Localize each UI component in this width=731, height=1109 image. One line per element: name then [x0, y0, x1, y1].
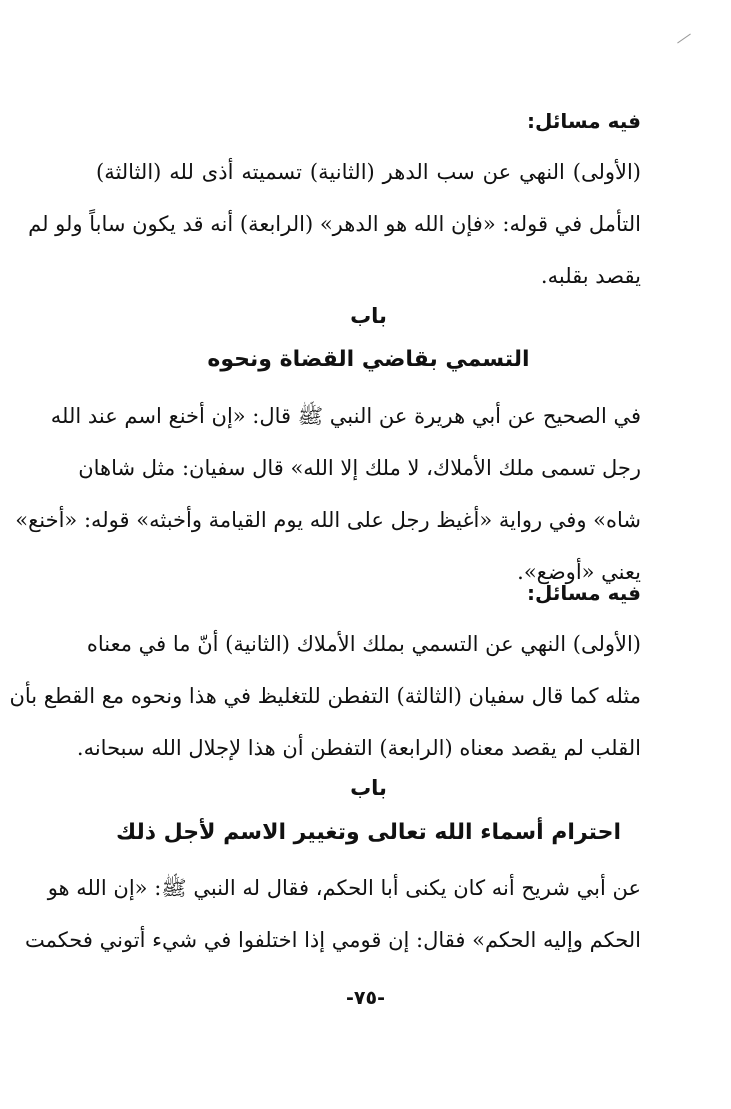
- hadith-paragraph-1: [15, 390, 641, 598]
- paragraph-line: يعني «أوضع».: [517, 560, 641, 584]
- scan-speck: [677, 34, 691, 44]
- paragraph-line: رجل تسمى ملك الأملاك، لا ملك إلا الله» قال سفيان: مثل شاهان: [78, 456, 641, 480]
- hadith-paragraph-2: [24, 862, 641, 966]
- chapter-title-1: التسمي بقاضي القضاة ونحوه: [207, 347, 530, 372]
- masail-paragraph-1: [28, 146, 641, 302]
- page-number: -٧٥-: [346, 987, 385, 1009]
- paragraph-line: (الأولى) النهي عن سب الدهر (الثانية) تسميته أذى لله (الثالثة): [96, 160, 641, 184]
- masail-label-2: فيه مسائل:: [527, 581, 641, 605]
- paragraph-line: القلب لم يقصد معناه (الرابعة) التفطن أن هذا لإجلال الله سبحانه.: [76, 736, 641, 760]
- masail-paragraph-2: [9, 618, 641, 774]
- bab-heading-1: باب: [350, 304, 387, 328]
- paragraph-line: عن أبي شريح أنه كان يكنى أبا الحكم، فقال له النبي ﷺ: «إن الله هو: [47, 876, 641, 900]
- paragraph-line: التأمل في قوله: «فإن الله هو الدهر» (الرابعة) أنه قد يكون ساباً ولو لم: [28, 212, 641, 236]
- paragraph-line: في الصحيح عن أبي هريرة عن النبي ﷺ قال: «إن أخنع اسم عند الله: [50, 404, 641, 428]
- paragraph-line: مثله كما قال سفيان (الثالثة) التفطن للتغليظ في هذا ونحوه مع القطع بأن: [9, 684, 641, 708]
- paragraph-line: الحكم وإليه الحكم» فقال: إن قومي إذا اختلفوا في شيء أتوني فحكمت: [24, 928, 641, 952]
- bab-heading-2: باب: [350, 776, 387, 800]
- paragraph-line: يقصد بقلبه.: [540, 264, 641, 288]
- paragraph-line: شاه» وفي رواية «أغيظ رجل على الله يوم القيامة وأخبثه» قوله: «أخنع»: [15, 508, 641, 532]
- chapter-title-2: احترام أسماء الله تعالى وتغيير الاسم لأجل ذلك: [115, 820, 622, 845]
- paragraph-line: (الأولى) النهي عن التسمي بملك الأملاك (الثانية) أنّ ما في معناه: [86, 632, 641, 656]
- masail-label-1: فيه مسائل:: [527, 109, 641, 133]
